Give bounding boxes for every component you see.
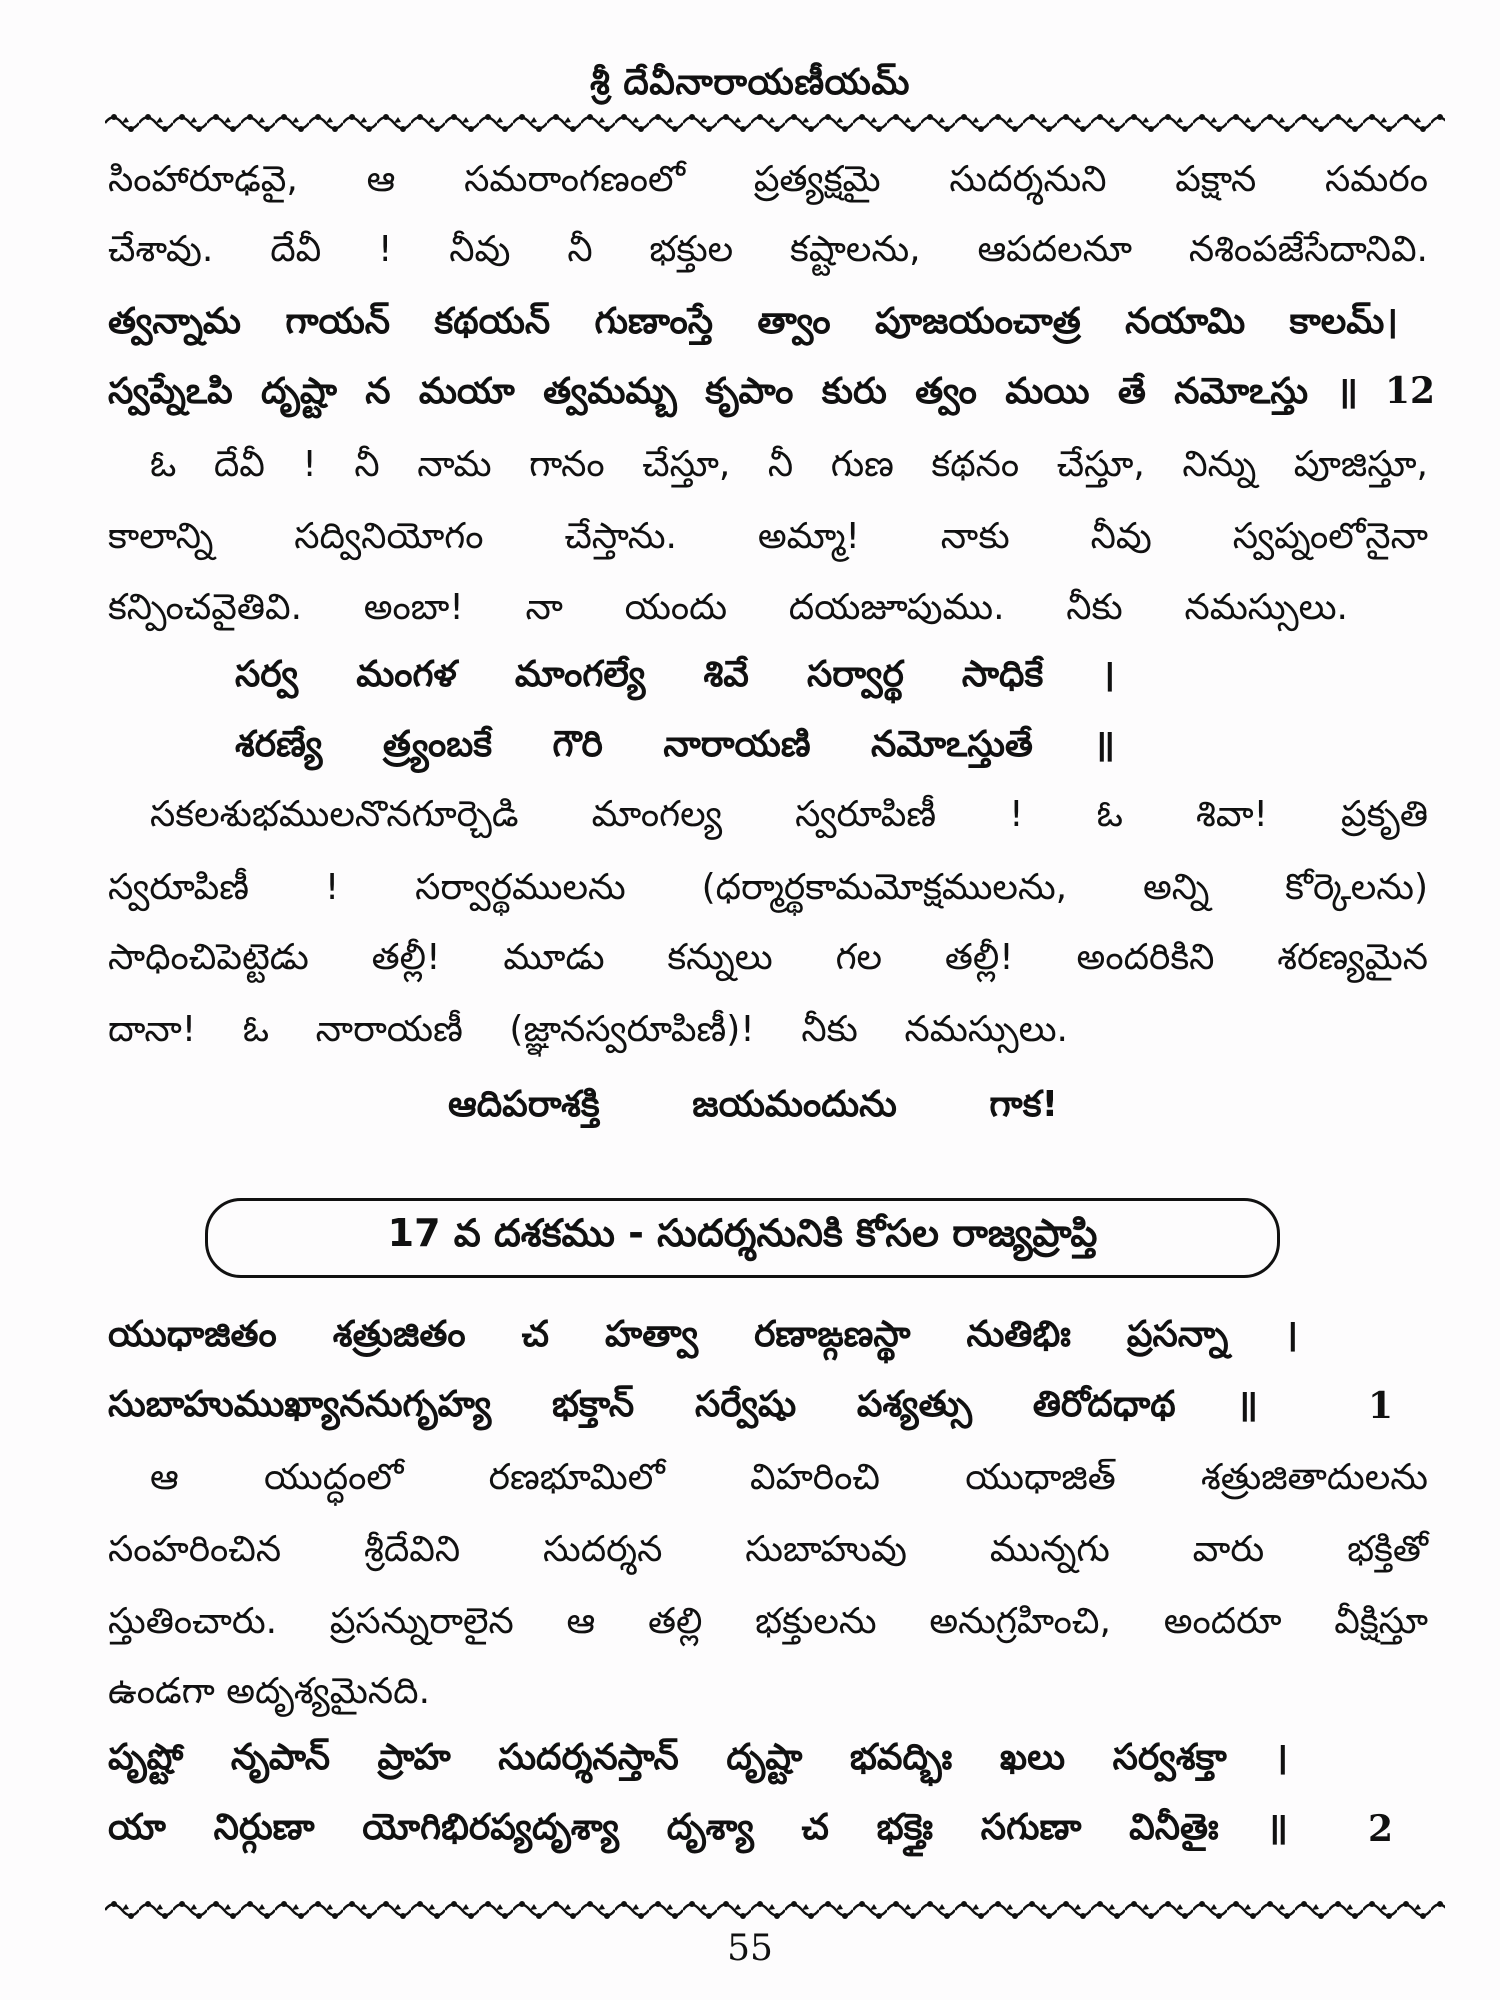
text-line (108, 160, 1428, 200)
line-text: స్వరూపిణీ ! సర్వార్థములను (ధర్మార్థకామమోక్షములను, అన్ని కోర్కెలను) (108, 867, 1428, 908)
line-text: సాధించిపెట్టెడు తల్లీ! మూడు కన్నులు గల తల్లీ! అందరికిని శరణ్యమైన (108, 937, 1428, 978)
verse-number-2: 2 (1368, 1808, 1394, 1850)
line-text: ఆ యుద్ధంలో రణభూమిలో విహరించి యుధాజిత్ శత్రుజితాదులను (150, 1457, 1428, 1498)
line-text: యా నిర్గుణా యోగిభిరప్యదృశ్యా దృశ్యా చ భక్తైః సగుణా వినీతైః ॥ (108, 1807, 1288, 1848)
line-text: శరణ్యే త్ర్యంబకే గౌరి నారాయణి నమోఽస్తుతే ॥ (235, 724, 1115, 765)
verse-line (235, 655, 1115, 695)
line-text: సర్వ మంగళ మాంగల్యే శివే సర్వార్థ సాధికే । (235, 654, 1115, 695)
page-header-title: శ్రీ దేవీనారాయణీయమ్ (590, 62, 910, 103)
text-line (108, 938, 1428, 978)
verse-line (108, 302, 1398, 342)
text-line (108, 1672, 528, 1712)
verse-number-1: 1 (1368, 1385, 1394, 1427)
chapter-heading-text: 17 వ దశకము - సుదర్శనునికి కోసల రాజ్యప్రాప్తి (387, 1211, 1098, 1255)
text-line (108, 868, 1428, 908)
line-text: ఓ దేవీ ! నీ నామ గానం చేస్తూ, నీ గుణ కథనం చేస్తూ, నిన్ను పూజిస్తూ, (150, 444, 1428, 485)
text-line (108, 517, 1428, 557)
line-text: సకలశుభములనొనగూర్చెడి మాంగల్య స్వరూపిణీ ! ఓ శివా! ప్రకృతి (150, 794, 1428, 835)
line-text: కాలాన్ని సద్వినియోగం చేస్తాను. అమ్మా! నాకు నీవు స్వప్నంలోనైనా (108, 516, 1428, 557)
bottom-decorative-border (105, 1895, 1445, 1925)
line-text: త్వన్నామ గాయన్ కథయన్ గుణాంస్తే త్వాం పూజయంచాత్ర నయామి కాలమ్। (108, 301, 1398, 342)
verse-line (448, 1085, 1058, 1125)
line-text: స్వప్నేఽపి దృష్టా న మయా త్వమమ్బ కృపాం కురు త్వం మయి తే నమోఽస్తు ॥ (108, 371, 1358, 412)
text-line (108, 588, 1348, 628)
line-text: చేశావు. దేవీ ! నీవు నీ భక్తుల కష్టాలను, ఆపదలనూ నశింపజేసేదానివి. (108, 229, 1428, 270)
line-text: దానా! ఓ నారాయణీ (జ్ఞానస్వరూపిణీ)! నీకు నమస్సులు. (108, 1009, 1068, 1050)
text-line (108, 1602, 1428, 1642)
verse-number-12: 12 (1385, 370, 1436, 412)
page-number: 55 (727, 1928, 773, 1969)
verse-line (108, 372, 1358, 412)
top-decorative-border (105, 108, 1445, 138)
line-text: యుధాజితం శత్రుజితం చ హత్వా రణాఙ్గణస్థా నుతిభిః ప్రసన్నా । (108, 1314, 1298, 1355)
verse-line (108, 1315, 1298, 1355)
text-line (108, 1010, 1068, 1050)
line-text: సుబాహుముఖ్యాననుగృహ్య భక్తాన్ సర్వేషు పశ్యత్సు తిరోదధాథ ॥ (108, 1384, 1258, 1425)
line-text: ఆదిపరాశక్తి జయమందును గాక! (448, 1084, 1058, 1125)
line-text: కన్పించవైతివి. అంబా! నా యందు దయజూపుము. నీకు నమస్సులు. (108, 587, 1348, 628)
chapter-heading-box (205, 1198, 1280, 1278)
text-line (150, 445, 1428, 485)
text-line (150, 795, 1428, 835)
text-line (108, 1530, 1428, 1570)
verse-line (235, 725, 1115, 765)
line-text: సంహరించిన శ్రీదేవిని సుదర్శన సుబాహువు మున్నగు వారు భక్తితో (108, 1529, 1428, 1570)
text-line (150, 1458, 1428, 1498)
line-text: ఉండగా అదృశ్యమైనది. (108, 1671, 431, 1712)
verse-line (108, 1385, 1258, 1425)
text-line (108, 230, 1428, 270)
line-text: పృష్టో నృపాన్ ప్రాహ సుదర్శనస్తాన్ దృష్టా భవద్భిః ఖలు సర్వశక్తా । (108, 1737, 1288, 1778)
verse-line (108, 1808, 1288, 1848)
line-text: సింహారూఢవై, ఆ సమరాంగణంలో ప్రత్యక్షమై సుదర్శనుని పక్షాన సమరం (108, 159, 1428, 200)
verse-line (108, 1738, 1288, 1778)
line-text: స్తుతించారు. ప్రసన్నురాలైన ఆ తల్లి భక్తులను అనుగ్రహించి, అందరూ వీక్షిస్తూ (108, 1601, 1428, 1642)
